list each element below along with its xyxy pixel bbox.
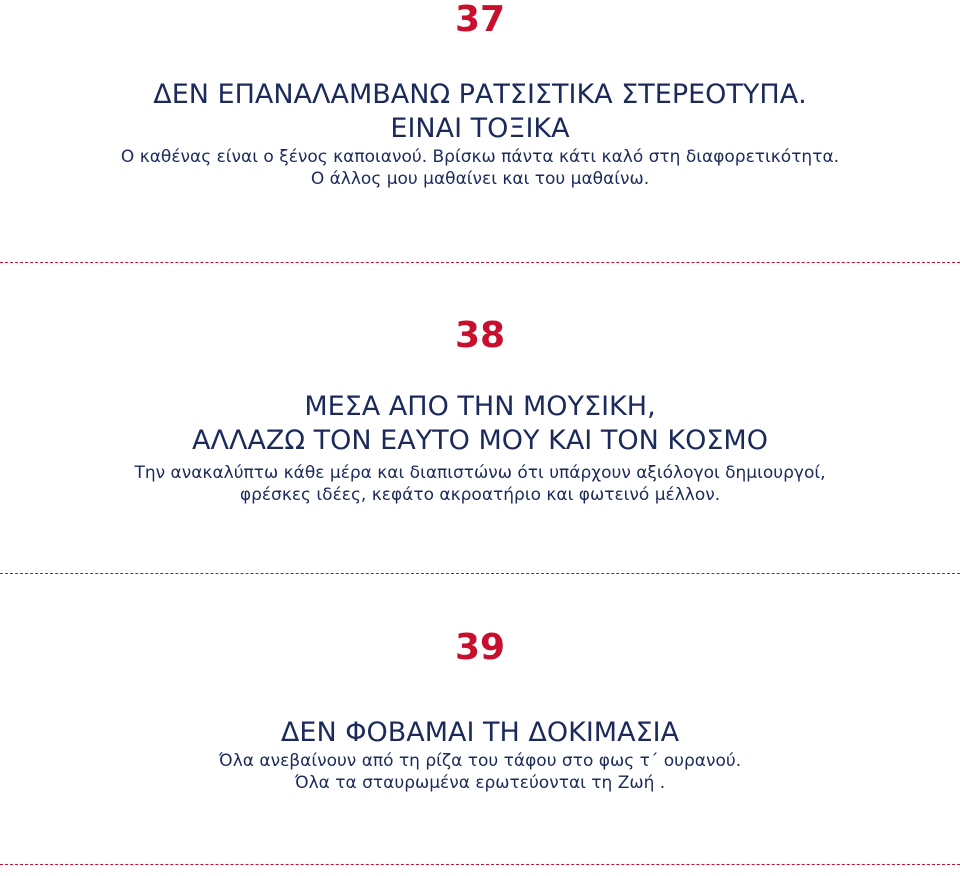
item-body-line-2: φρέσκες ιδέες, κεφάτο ακροατήριο και φωτεινό μέλλον. <box>239 485 721 505</box>
item-number: 38 <box>454 315 506 356</box>
item-body-line-2: Ο άλλος μου μαθαίνει και του μαθαίνω. <box>310 169 650 189</box>
item-body-line-1: Ο καθένας είναι ο ξένος καποιανού. Βρίσκω πάντα κάτι καλό στη διαφορετικότητα. <box>120 147 840 167</box>
item-37 <box>0 0 960 190</box>
dashed-divider <box>0 262 960 263</box>
item-body-line-2: Όλα τα σταυρωμένα ερωτεύονται τη Ζωή . <box>294 773 666 793</box>
item-title-line-1: ΔΕΝ ΕΠΑΝΑΛΑΜΒΑΝΩ ΡΑΤΣΙΣΤΙΚΑ ΣΤΕΡΕΟΤΥΠΑ. <box>153 79 807 110</box>
item-38 <box>0 316 960 506</box>
dashed-divider <box>0 864 960 865</box>
item-title-line-1: ΔΕΝ ΦΟΒΑΜΑΙ ΤΗ ΔΟΚΙΜΑΣΙΑ <box>280 717 680 748</box>
item-title-line-2: ΑΛΛΑΖΩ ΤΟΝ ΕΑΥΤΟ ΜΟΥ ΚΑΙ ΤΟΝ ΚΟΣΜΟ <box>192 425 768 456</box>
item-39 <box>0 628 960 794</box>
item-title-line-2: ΕΙΝΑΙ ΤΟΞΙΚΑ <box>390 113 570 144</box>
item-title-line-1: ΜΕΣΑ ΑΠΟ ΤΗΝ ΜΟΥΣΙΚΗ, <box>304 391 656 422</box>
item-body-line-1: Όλα ανεβαίνουν από τη ρίζα του τάφου στο φως τ΄ ουρανού. <box>218 751 742 771</box>
item-number: 37 <box>454 0 506 40</box>
item-number: 39 <box>454 627 506 668</box>
item-body-line-1: Την ανακαλύπτω κάθε μέρα και διαπιστώνω ότι υπάρχουν αξιόλογοι δημιουργοί, <box>134 463 826 483</box>
dashed-divider <box>0 573 960 574</box>
